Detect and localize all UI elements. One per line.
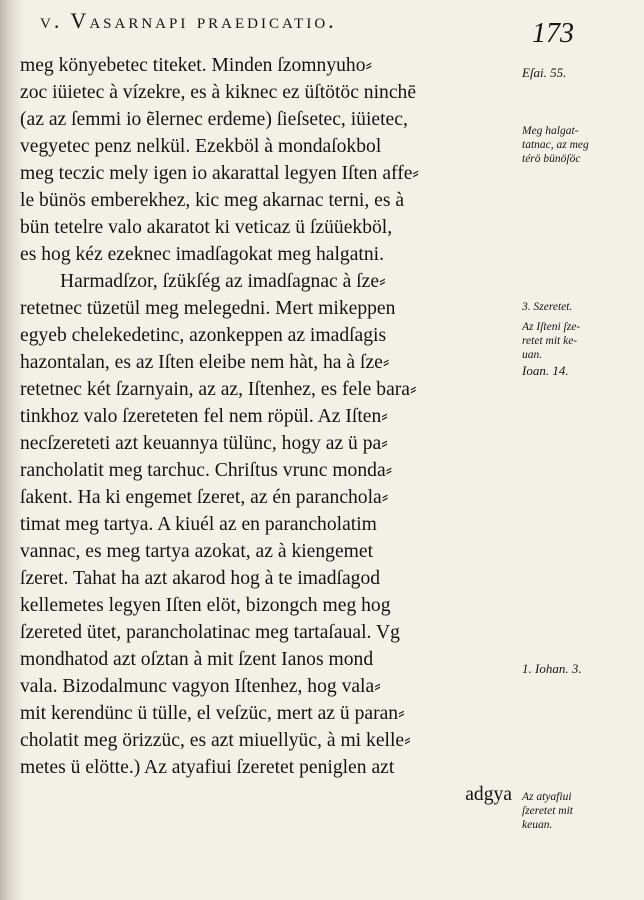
text-line: meg teczic mely igen io akarattal legyen Iſten affe⸗ (20, 163, 419, 184)
paragraph-start-line: Harmadſzor, ſzükſég az imadſagnac à ſze⸗ (60, 271, 386, 292)
text-line: vegyetec penz nelkül. Ezekböl à mondaſokbol (20, 136, 382, 157)
text-line: ſzeret. Tahat ha azt akarod hog à te imadſagod (20, 568, 381, 589)
text-line: es hog kéz ezeknec imadſagokat meg halgatni. (20, 244, 384, 265)
text-line: necſzereteti azt keuannya tülünc, hogy az ü pa⸗ (20, 433, 388, 454)
margin-note-isteni-szeretet: Az Iſteni ſze- retet mit ke- uan. (522, 321, 581, 361)
text-line: le bünös emberekhez, kic meg akarnac terni, es à (20, 190, 405, 211)
sermon-body-text (20, 52, 518, 808)
margin-note-atyafiui-szeretet: Az atyafiui ſzeretet mit keuan. (522, 791, 573, 831)
text-line: mit kerendünc ü tülle, el veſzüc, mert az ü paran⸗ (20, 703, 405, 724)
text-line: vala. Bizodalmunc vagyon Iſtenhez, hog vala⸗ (20, 676, 381, 697)
text-line: (az az ſemmi io ẽlernec erdeme) ſieſsetec, iüietec, (20, 109, 408, 130)
text-line: ſzereted ütet, parancholatinac meg tartaſaual. Vg (20, 622, 400, 643)
text-line: retetnec tüzetül meg melegedni. Mert mikeppen (20, 298, 396, 319)
text-line: metes ü elötte.) Az atyafiui ſzeretet peniglen azt (20, 757, 395, 778)
page-number: 173 (532, 18, 574, 49)
margin-note-szeretet: 3. Szeretet. (522, 301, 573, 313)
text-line: timat meg tartya. A kiuél az en parancholatim (20, 514, 377, 535)
text-line: zoc iüietec à vízekre, es à kiknec ez üſtötöc ninchē (20, 82, 417, 103)
margin-note-esai: Eſai. 55. (522, 65, 567, 80)
text-line: ſakent. Ha ki engemet ſzeret, az én paranchola⸗ (20, 487, 389, 508)
text-line: tinkhoz valo ſzereteten fel nem röpül. Az Iſten⸗ (20, 406, 388, 427)
text-line: mondhatod azt oſztan à mit ſzent Ianos mond (20, 649, 374, 670)
catchword: adgya (465, 784, 512, 805)
text-line: kellemetes legyen Iſten elöt, bizongch meg hog (20, 595, 391, 616)
margin-note-iohan: 1. Iohan. 3. (522, 661, 582, 676)
text-line: bün tetelre valo akaratot ki veticaz ü ſzüüekböl, (20, 217, 393, 238)
text-line: vannac, es meg tartya azokat, az à kiengemet (20, 541, 374, 562)
text-line: cholatit meg örizzüc, es azt miuellyüc, à mi kelle⸗ (20, 730, 411, 751)
text-line: hazontalan, es az Iſten eleibe nem hàt, ha à ſze⸗ (20, 352, 390, 373)
running-title: v. Vasarnapi praedicatio. (40, 8, 337, 33)
margin-note-meg-halgattatnac: Meg halgat- tatnac, az meg térö bünöſöc (522, 125, 589, 165)
text-line: rancholatit meg tarchuc. Chriſtus vrunc monda⸗ (20, 460, 393, 481)
margin-note-ioan: Ioan. 14. (522, 363, 569, 378)
text-line: meg könyebetec titeket. Minden ſzomnyuho⸗ (20, 55, 373, 76)
text-line: egyeb chelekedetinc, azonkeppen az imadſagis (20, 325, 387, 346)
text-line: retetnec két ſzarnyain, az az, Iſtenhez, es fele bara⸗ (20, 379, 417, 400)
